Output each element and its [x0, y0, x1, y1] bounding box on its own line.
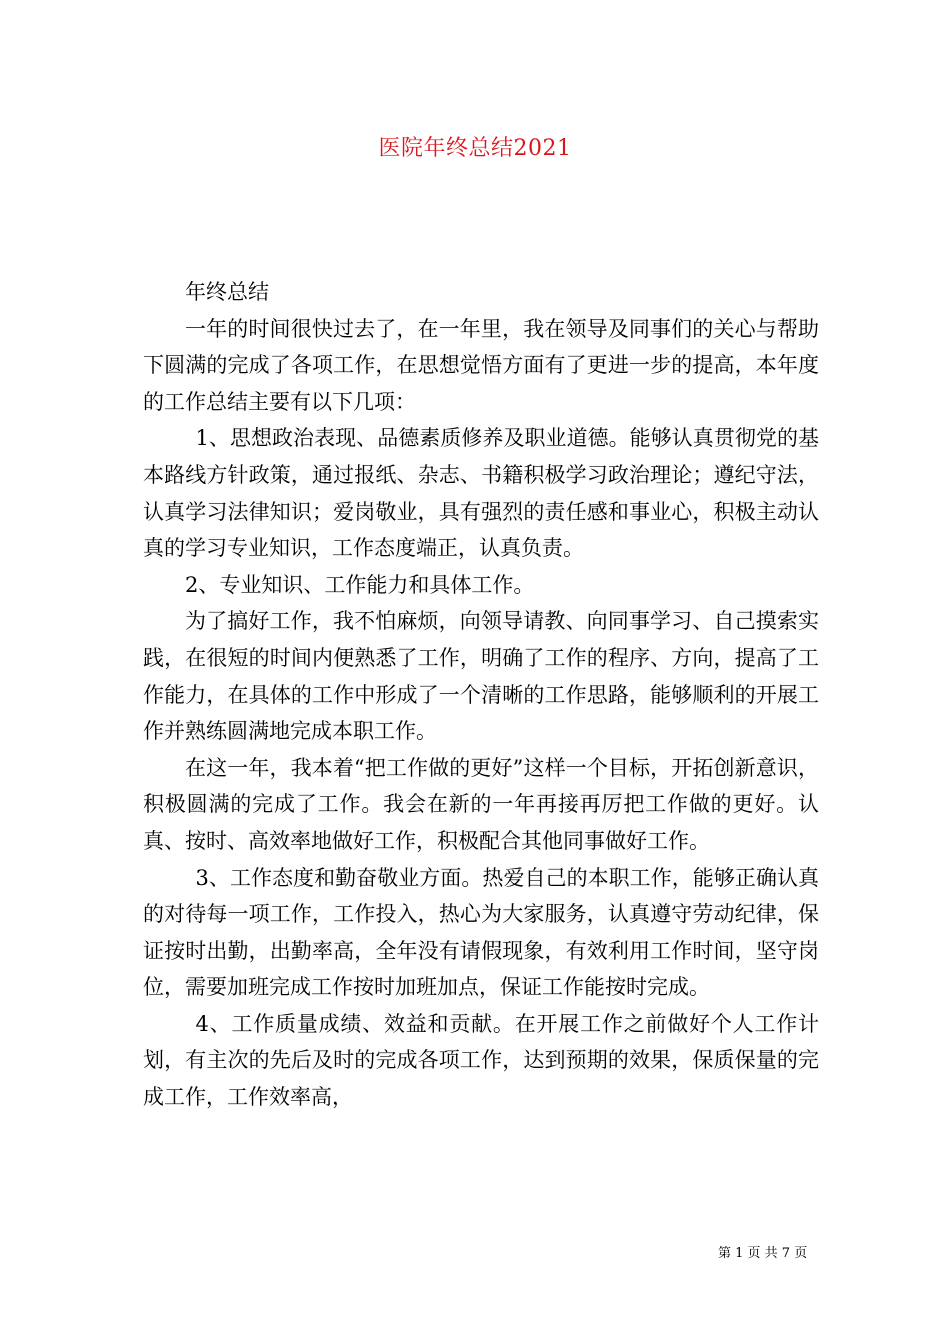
paragraph-year-goal: 在这一年，我本着“把工作做的更好”这样一个目标，开拓创新意识，积极圆满的完成了工作。我会在新的一年再接再厉把工作做的更好。认真、按时、高效率地做好工作，积极配合其他同事做好工作。 — [143, 755, 819, 853]
document-title: 医院年终总结2021 — [378, 136, 572, 161]
paragraph-work-detail: 为了搞好工作，我不怕麻烦，向领导请教、向同事学习、自己摸索实践，在很短的时间内便熟悉了工作，明确了工作的程序、方向，提高了工作能力，在具体的工作中形成了一个清晰的工作思路，能够顺利的开展工作并熟练圆满地完成本职工作。 — [143, 609, 819, 744]
paragraph-item-4: 4、工作质量成绩、效益和贡献。在开展工作之前做好个人工作计划，有主次的先后及时的完成各项工作，达到预期的效果，保质保量的完成工作，工作效率高， — [143, 1011, 819, 1110]
document-body — [143, 274, 819, 1116]
paragraph-item-1: 1、思想政治表现、品德素质修养及职业道德。能够认真贯彻党的基本路线方针政策，通过报纸、杂志、书籍积极学习政治理论；遵纪守法，认真学习法律知识；爱岗敬业，具有强烈的责任感和事业心，积极主动认真的学习专业知识，工作态度端正，认真负责。 — [143, 426, 819, 561]
page-number: 第 1 页 共 7 页 — [718, 1246, 808, 1261]
paragraph-item-2: 2、专业知识、工作能力和具体工作。 — [185, 572, 535, 597]
paragraph-intro: 一年的时间很快过去了，在一年里，我在领导及同事们的关心与帮助下圆满的完成了各项工作，在思想觉悟方面有了更进一步的提高，本年度的工作总结主要有以下几项： — [143, 316, 819, 414]
paragraph-item-3: 3、工作态度和勤奋敬业方面。热爱自己的本职工作，能够正确认真的对待每一项工作，工作投入，热心为大家服务，认真遵守劳动纪律，保证按时出勤，出勤率高，全年没有请假现象，有效利用工作时间，坚守岗位，需要加班完成工作按时加班加点，保证工作能按时完成。 — [143, 865, 819, 1000]
section-heading: 年终总结 — [185, 280, 269, 304]
